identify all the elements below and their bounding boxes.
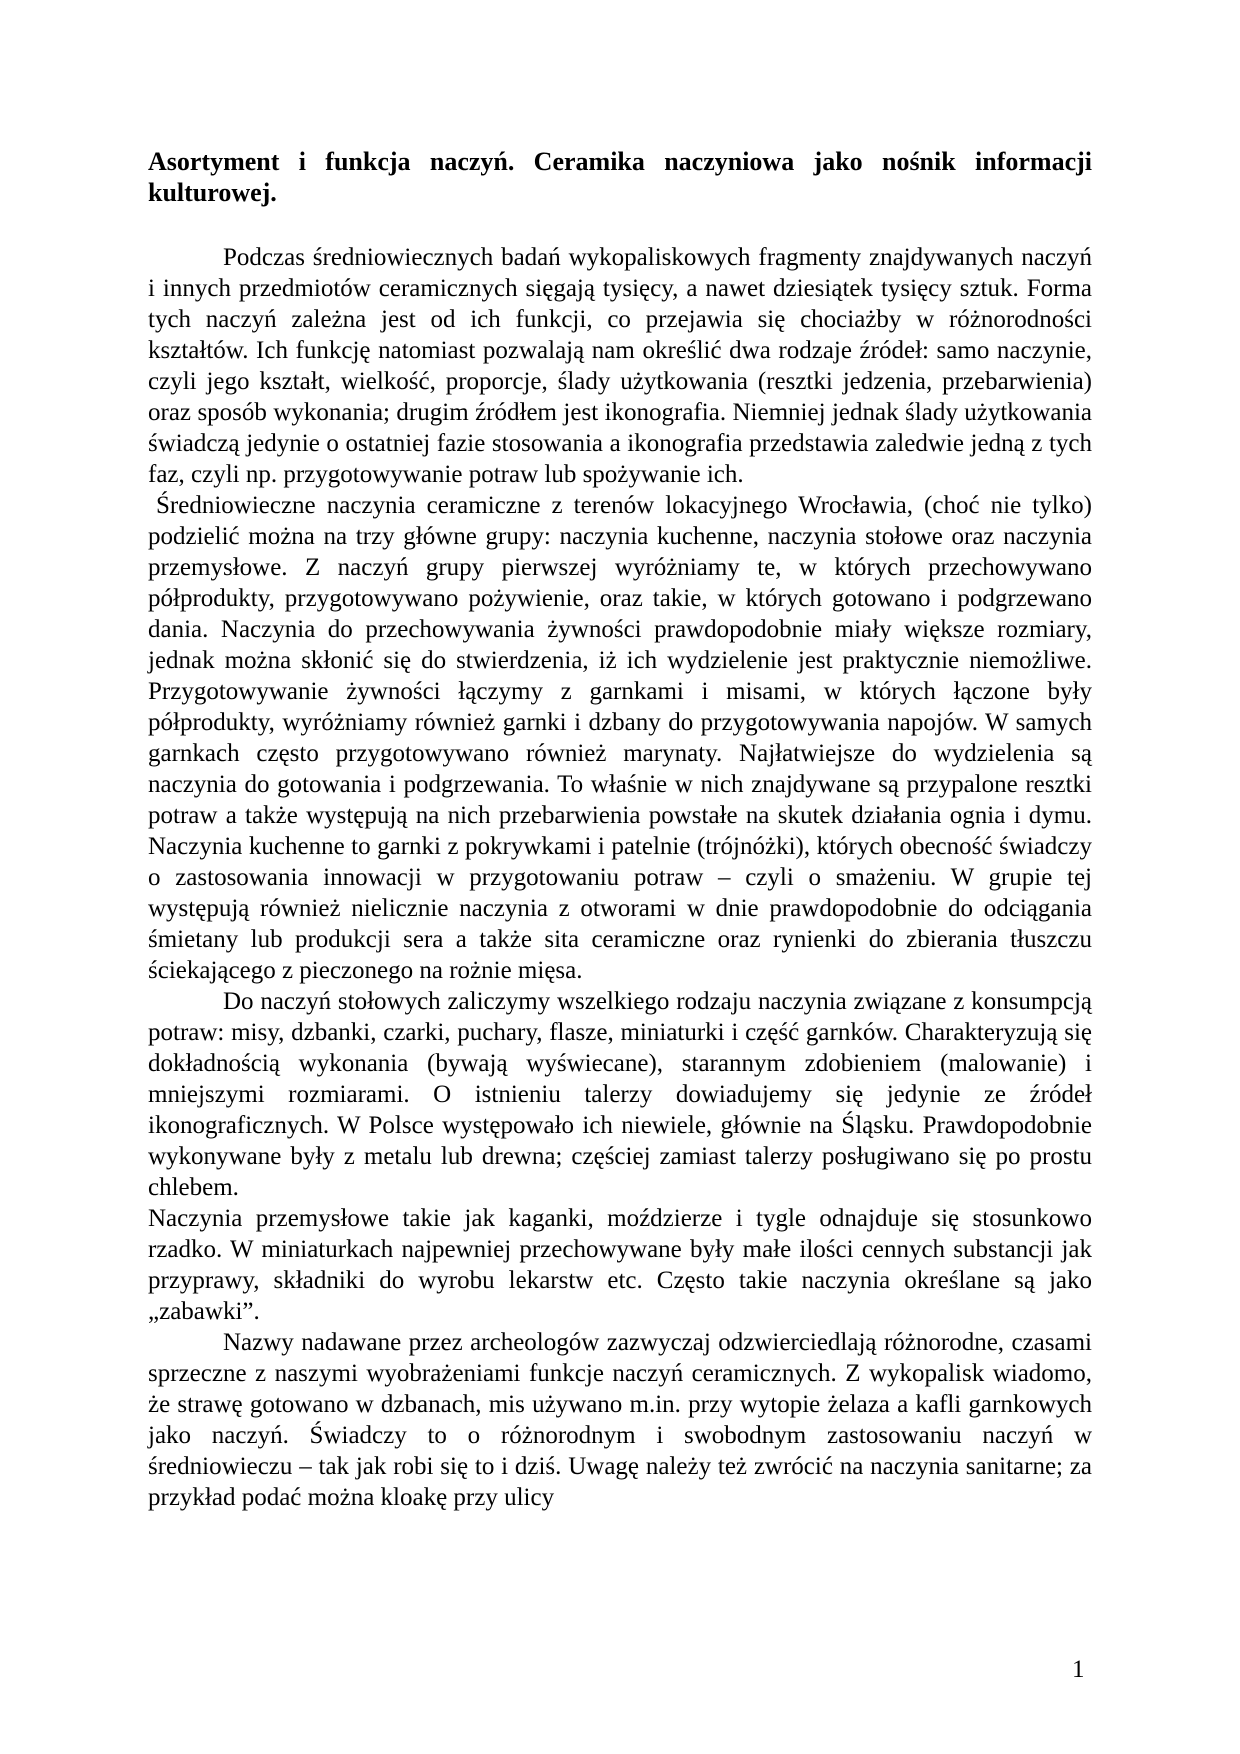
page-number: 1 (1072, 1656, 1085, 1683)
document-body (148, 146, 1092, 1513)
document-title: Asortyment i funkcja naczyń. Ceramika naczyniowa jako nośnik informacji kulturowej. (148, 147, 1092, 207)
paragraph-2: Średniowieczne naczynia ceramiczne z terenów lokacyjnego Wrocławia, (choć nie tylko) podzielić można na trzy główne grupy: naczynia kuchenne, naczynia stołowe oraz naczynia przemysłowe. Z naczyń grupy pierwszej wyróżniamy te, w których przechowywano półprodukty, przygotowywano pożywienie, oraz takie, w których gotowano i podgrzewano dania. Naczynia do przechowywania żywności prawdopodobnie miały większe rozmiary, jednak można skłonić się do stwierdzenia, iż ich wydzielenie jest praktycznie niemożliwe. Przygotowywanie żywności łączymy z garnkami i misami, w których łączone były półprodukty, wyróżniamy również garnki i dzbany do przygotowywania napojów. W samych garnkach często przygotowywano również marynaty. Najłatwiejsze do wydzielenia są naczynia do gotowania i podgrzewania. To właśnie w nich znajdywane są przypalone resztki potraw a także występują na nich przebarwienia powstałe na skutek działania ognia i dymu. Naczynia kuchenne to garnki z pokrywkami i patelnie (trójnóżki), których obecność świadczy o zastosowania innowacji w przygotowaniu potraw – czyli o smażeniu. W grupie tej występują również nielicznie naczynia z otworami w dnie prawdopodobnie do odciągania śmietany lub produkcji sera a także sita ceramiczne oraz rynienki do zbierania tłuszczu ściekającego z pieczonego na rożnie mięsa. (148, 492, 1092, 984)
paragraph-4: Naczynia przemysłowe takie jak kaganki, moździerze i tygle odnajduje się stosunkowo rzadko. W miniaturkach najpewniej przechowywane były małe ilości cennych substancji jak przyprawy, składniki do wyrobu lekarstw etc. Często takie naczynia określane są jako „zabawki”. (148, 1205, 1092, 1325)
paragraph-3: Do naczyń stołowych zaliczymy wszelkiego rodzaju naczynia związane z konsumpcją potraw: misy, dzbanki, czarki, puchary, flasze, miniaturki i część garnków. Charakteryzują się dokładnością wykonania (bywają wyświecane), starannym zdobieniem (malowanie) i mniejszymi rozmiarami. O istnieniu talerzy dowiadujemy się jedynie ze źródeł ikonograficznych. W Polsce występowało ich niewiele, głównie na Śląsku. Prawdopodobnie wykonywane były z metalu lub drewna; częściej zamiast talerzy posługiwano się po prostu chlebem. (148, 988, 1092, 1201)
paragraph-1: Podczas średniowiecznych badań wykopaliskowych fragmenty znajdywanych naczyń i innych przedmiotów ceramicznych sięgają tysięcy, a nawet dziesiątek tysięcy sztuk. Forma tych naczyń zależna jest od ich funkcji, co przejawia się chociażby w różnorodności kształtów. Ich funkcję natomiast pozwalają nam określić dwa rodzaje źródeł: samo naczynie, czyli jego kształt, wielkość, proporcje, ślady użytkowania (resztki jedzenia, przebarwienia) oraz sposób wykonania; drugim źródłem jest ikonografia. Niemniej jednak ślady użytkowania świadczą jedynie o ostatniej fazie stosowania a ikonografia przedstawia zaledwie jedną z tych faz, czyli np. przygotowywanie potraw lub spożywanie ich. (148, 244, 1092, 488)
paragraph-5: Nazwy nadawane przez archeologów zazwyczaj odzwierciedlają różnorodne, czasami sprzeczne z naszymi wyobrażeniami funkcje naczyń ceramicznych. Z wykopalisk wiadomo, że strawę gotowano w dzbanach, mis używano m.in. przy wytopie żelaza a kafli garnkowych jako naczyń. Świadczy to o różnorodnym i swobodnym zastosowaniu naczyń w średniowieczu – tak jak robi się to i dziś. Uwagę należy też zwrócić na naczynia sanitarne; za przykład podać można kloakę przy ulicy (148, 1329, 1092, 1511)
